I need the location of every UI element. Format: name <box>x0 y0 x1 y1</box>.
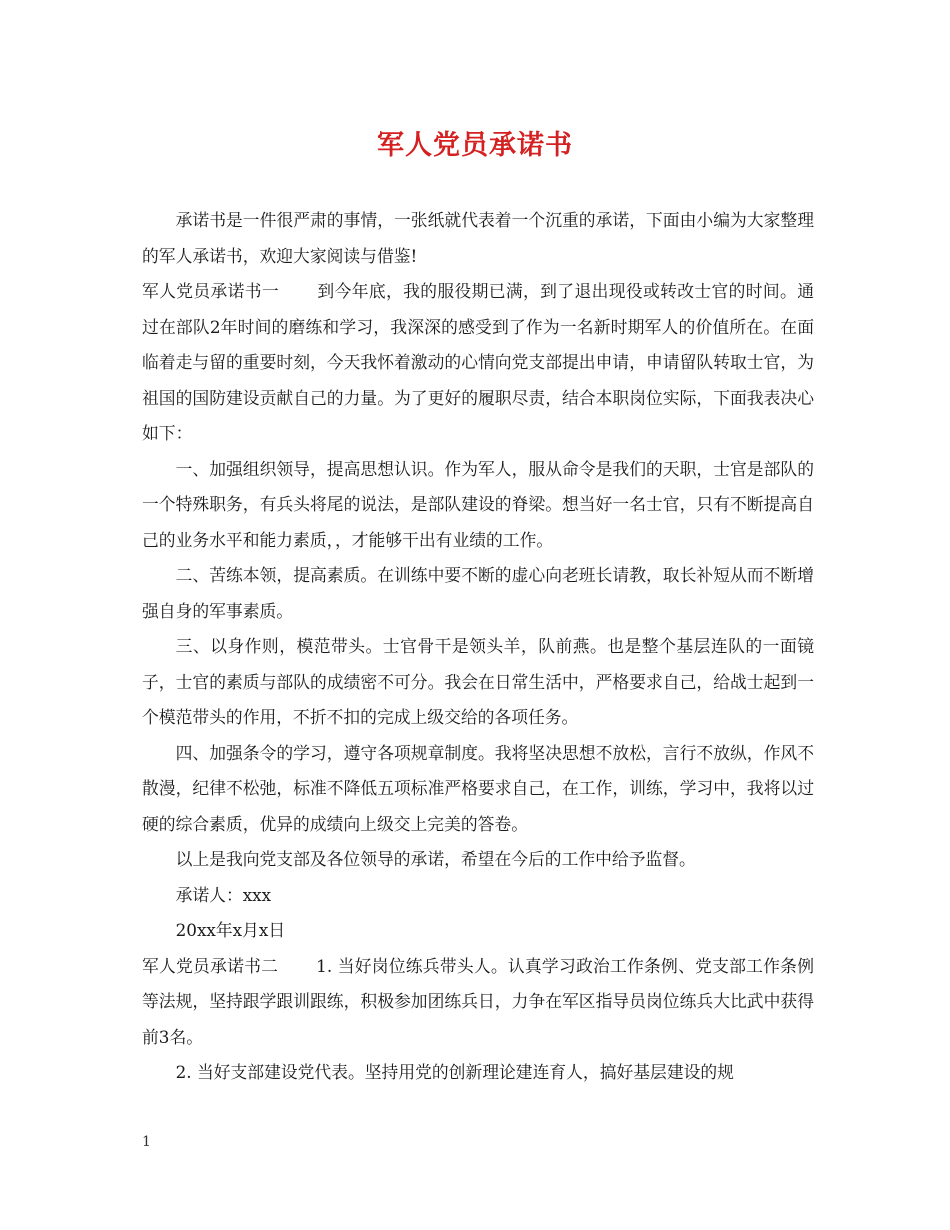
letter2-item-1: 1. 当好岗位练兵带头人。认真学习政治工作条例、党支部工作条例等法规，坚持跟学跟训跟练，积极参加团练兵日，力争在军区指导员岗位练兵大比武中获得前3名。 <box>142 955 814 1047</box>
letter2-item-2: 2. 当好支部建设党代表。坚持用党的创新理论建连育人，搞好基层建设的规 <box>175 1062 734 1082</box>
intro-paragraph: 承诺书是一件很严肃的事情，一张纸就代表着一个沉重的承诺，下面由小编为大家整理的军人承诺书，欢迎大家阅读与借鉴! <box>142 210 814 266</box>
letter1-point-3: 三、以身作则，模范带头。士官骨干是领头羊，队前燕。也是整个基层连队的一面镜子，士官的素质与部队的成绩密不可分。我会在日常生活中，严格要求自己，给战士起到一个模范带头的作用，不折不扣的完成上级交给的各项任务。 <box>142 636 814 727</box>
letter1-signer: 承诺人：xxx <box>175 884 272 905</box>
letter1-first-paragraph <box>142 274 814 452</box>
letter1-closing: 以上是我向党支部及各位领导的承诺，希望在今后的工作中给予监督。 <box>175 849 696 869</box>
page-number: 1 <box>142 1134 151 1150</box>
letter1-point-4: 四、加强条令的学习，遵守各项规章制度。我将坚决思想不放松，言行不放纵，作风不散漫，纪律不松弛，标准不降低五项标准严格要求自己，在工作，训练，学习中，我将以过硬的综合素质，优异的成绩向上级交上完美的答卷。 <box>142 742 814 834</box>
letter2-first-paragraph <box>142 949 814 1056</box>
letter1-point-2: 二、苦练本领，提高素质。在训练中要不断的虚心向老班长请教，取长补短从而不断增强自身的军事素质。 <box>142 565 814 621</box>
document-body <box>142 203 814 1091</box>
letter1-date: 20xx年x月x日 <box>175 920 286 940</box>
document-title: 军人党员承诺书 <box>377 130 573 161</box>
letter1-opening: 到今年底，我的服役期已满，到了退出现役或转改士官的时间。通过在部队2年时间的磨练和学习，我深深的感受到了作为一名新时期军人的价值所在。在面临着走与留的重要时刻，今天我怀着激动的心情向党支部提出申请，申请留队转取士官，为祖国的国防建设贡献自己的力量。为了更好的履职尽责，结合本职岗位实际，下面我表决心如下： <box>142 281 814 443</box>
letter1-point-1: 一、加强组织领导，提高思想认识。作为军人，服从命令是我们的天职，士官是部队的一个特殊职务，有兵头将尾的说法，是部队建设的脊梁。想当好一名士官，只有不断提高自己的业务水平和能力素质，，才能够干出有业绩的工作。 <box>142 458 814 550</box>
letter2-heading: 军人党员承诺书二 <box>142 955 279 976</box>
letter1-heading: 军人党员承诺书一 <box>142 281 280 301</box>
